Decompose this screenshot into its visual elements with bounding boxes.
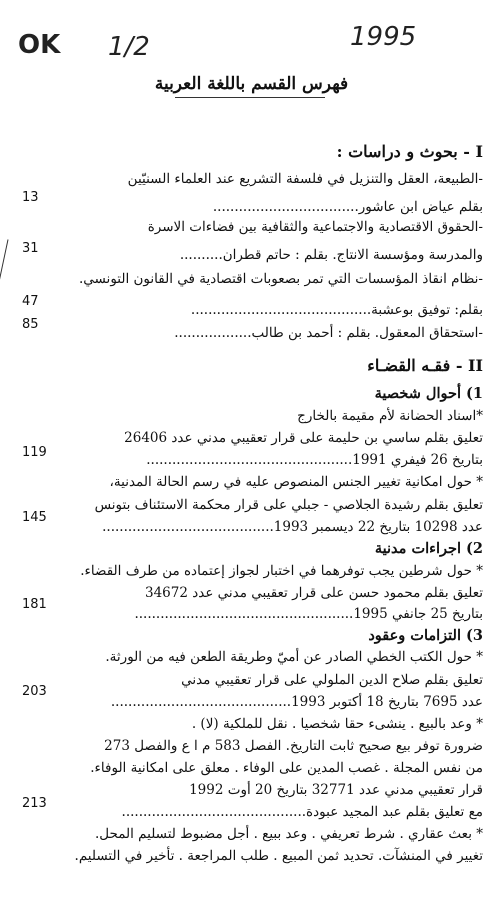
section-2-heading: II - فقـه القضـاء [367,356,483,375]
toc-line: بقلم: توفيق بوعشبة.......................................... [190,302,483,318]
toc-line: *اسناد الحضانة لأم مقيمة بالخارج [297,408,483,424]
toc-line: -نظام انقاذ المؤسسات التي تمر بصعوبات اقتصادية في القانون التونسي. [78,271,483,287]
page-number: 145 [22,510,47,525]
section-1-heading: I - بحوث و دراسات : [336,142,483,161]
toc-line: * حول امكانية تغيير الجنس المنصوص عليه في رسم الحالة المدنية، [109,474,483,490]
toc-line: -الطبيعة، العقل والتنزيل في فلسفة التشريع عند العلماء السنيّين [127,171,483,187]
handwritten-ok-mark: OK [18,30,61,60]
page-number: 203 [22,684,47,699]
handwritten-year-mark: 1995 [350,22,417,52]
toc-line: والمدرسة ومؤسسة الانتاج. بقلم : حاتم قطران.......... [179,247,483,263]
toc-line: * حول الكتب الخطي الصادر عن أميّ وطريقة الطعن فيه من الورثة. [105,649,483,665]
toc-line: قرار تعقيبي مدني عدد 32771 بتاريخ 20 أوت 1992 [189,782,483,798]
page-title: فهرس القسم باللغة العربية [154,74,349,94]
toc-line: عدد 7695 بتاريخ 18 أكتوبر 1993.......................................... [110,694,483,710]
title-underline [175,97,325,98]
handwritten-fraction-mark: 1/2 [108,32,150,62]
toc-line: * بعث عقاري . شرط تعريفي . وعد ببيع . أجل مضبوط لتسليم المحل. [94,826,483,842]
toc-line: -الحقوق الاقتصادية والاجتماعية والثقافية بين فضاءات الاسرة [147,219,483,235]
margin-pen-mark [0,239,18,292]
toc-line: بقلم عياض ابن عاشور.................................. [212,199,483,215]
toc-line: تعليق بقلم ساسي بن حليمة على قرار تعقيبي مدني عدد 26406 [124,430,483,446]
page-number: 181 [22,597,47,612]
page-number: 13 [22,190,39,205]
toc-line: بتاريخ 26 فيفري 1991................................................ [146,452,483,468]
toc-line: من نفس المجلة . غصب المدين على الوفاء . معلق على امكانية الوفاء. [90,760,483,776]
toc-line: بتاريخ 25 جانفي 1995................................................... [134,606,483,622]
page-number: 47 [22,294,39,309]
page-number: 119 [22,445,47,460]
toc-line: تعليق بقلم صلاح الدين الملولي على قرار تعقيبي مدني [181,672,483,688]
toc-line: ضرورة توفر بيع صحيح ثابت التاريخ. الفصل 583 م ا ع والفصل 273 [104,738,483,754]
toc-line: تغيير في المنشآت. تحديد ثمن المبيع . طلب المراجعة . تأخير في التسليم. [74,848,483,864]
subsection-title: 3) التزامات وعقود [368,627,483,644]
toc-line: -استحقاق المعقول. بقلم : أحمد بن طالب.................. [174,325,483,341]
toc-line: تعليق بقلم محمود حسن على قرار تعقيبي مدني عدد 34672 [144,585,483,601]
page-number: 213 [22,796,47,811]
toc-line: * وعد بالبيع . ينشىء حقا شخصيا . نقل للملكية (لا) . [191,716,483,732]
subsection-title: 2) اجراءات مدنية [374,540,483,557]
toc-line: عدد 10298 بتاريخ 22 ديسمبر 1993........................................ [102,519,483,535]
page-number: 85 [22,317,39,332]
toc-line: مع تعليق بقلم عبد المجيد عبودة........................................... [121,804,483,820]
toc-line: تعليق بقلم رشيدة الجلاصي - جبلي على قرار محكمة الاستئناف بتونس [94,497,483,513]
toc-line: * حول شرطين يجب توفرهما في اختبار لجواز إعتماده من طرف القضاء. [80,563,483,579]
subsection-title: 1) أحوال شخصية [374,385,483,402]
page-number: 31 [22,241,39,256]
